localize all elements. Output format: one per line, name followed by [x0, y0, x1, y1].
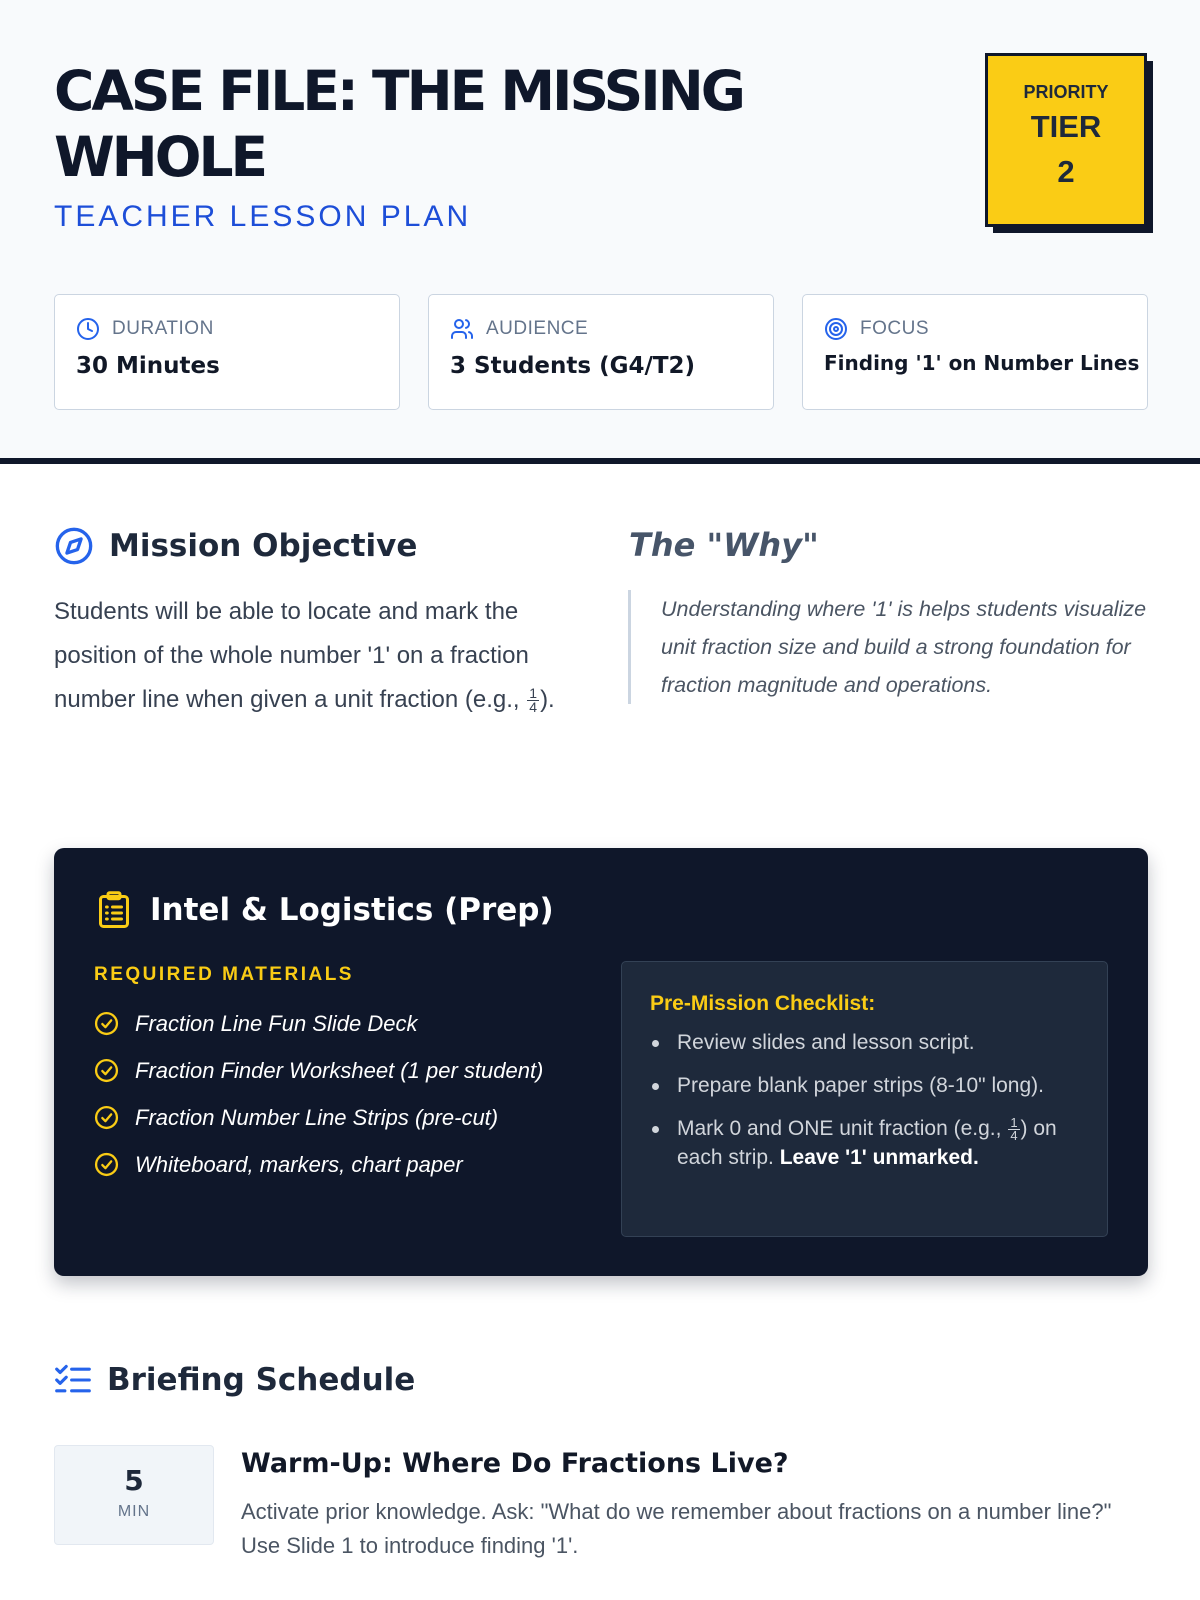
checklist-title: Pre-Mission Checklist: — [650, 992, 876, 1015]
checklist-text-part: Mark 0 and ONE unit fraction (e.g., — [677, 1117, 1008, 1140]
checklist-emphasis: Leave '1' unmarked. — [779, 1146, 979, 1169]
list-item — [94, 1047, 543, 1094]
material-text: Fraction Number Line Strips (pre-cut) — [135, 1104, 499, 1130]
materials-label: REQUIRED MATERIALS — [94, 964, 354, 985]
checklist-item: Prepare blank paper strips (8-10" long). — [650, 1071, 1090, 1100]
intel-heading — [96, 890, 554, 930]
checklist-text-part: ) on each strip. — [677, 1117, 1057, 1169]
stat-label: AUDIENCE — [486, 318, 589, 339]
header — [0, 0, 1200, 464]
priority-tier-label: TIER — [1030, 109, 1102, 144]
stat-value: Finding '1' on Number Lines — [824, 351, 1140, 375]
intel-logistics-panel — [54, 848, 1148, 1276]
mission-text-part: Students will be able to locate and mark the position of the whole number '1' on a fraction number line when given a unit fraction (e.g., — [54, 598, 529, 713]
stat-label: DURATION — [112, 318, 214, 339]
why-text: Understanding where '1' is helps students visualize unit fraction size and build a strong foundation for fraction magnitude and operations. — [628, 590, 1148, 704]
priority-tier-value: 2 — [1057, 154, 1075, 189]
fraction-denominator: 4 — [529, 699, 538, 716]
duration-badge — [54, 1445, 214, 1545]
compass-icon — [54, 526, 94, 566]
materials-list — [94, 1000, 543, 1188]
checklist-item — [650, 1114, 1090, 1172]
step-description: Activate prior knowledge. Ask: "What do we remember about fractions on a number line?" Use Slide 1 to introduce finding '1'. — [241, 1499, 1112, 1558]
step-title: Warm-Up: Where Do Fractions Live? — [241, 1448, 789, 1479]
stat-label: FOCUS — [860, 318, 929, 339]
duration-unit: MIN — [117, 1503, 151, 1520]
mission-objective-text — [54, 590, 574, 722]
mission-text-part: ). — [540, 686, 555, 713]
material-text: Whiteboard, markers, chart paper — [135, 1151, 463, 1177]
material-text: Fraction Line Fun Slide Deck — [135, 1010, 418, 1036]
checklist-items — [650, 1028, 1090, 1186]
check-circle-icon — [94, 1011, 119, 1036]
material-text: Fraction Finder Worksheet (1 per student) — [135, 1057, 544, 1083]
stat-card-duration — [54, 294, 400, 410]
mission-objective-heading — [54, 526, 417, 566]
stat-value: 3 Students (G4/T2) — [450, 353, 696, 379]
pre-mission-checklist — [621, 961, 1108, 1237]
fraction — [1008, 1114, 1019, 1143]
priority-badge — [985, 53, 1147, 227]
stat-card-audience — [428, 294, 774, 410]
clock-icon — [76, 317, 100, 341]
stat-value: 30 Minutes — [76, 353, 220, 379]
duration-minutes: 5 — [124, 1464, 144, 1497]
clipboard-icon — [96, 890, 132, 930]
fraction-denominator: 4 — [1010, 1127, 1018, 1143]
fraction-numerator: 1 — [1010, 1114, 1018, 1130]
list-checks-icon — [54, 1363, 92, 1397]
priority-label: PRIORITY — [1023, 82, 1109, 102]
check-circle-icon — [94, 1058, 119, 1083]
list-item — [94, 1141, 543, 1188]
fraction — [527, 687, 539, 714]
page-title: CASE FILE: THE MISSING WHOLE — [54, 59, 743, 189]
mission-objective-title: Mission Objective — [109, 528, 418, 564]
page-subtitle: TEACHER LESSON PLAN — [54, 200, 472, 233]
target-icon — [824, 317, 848, 341]
check-circle-icon — [94, 1152, 119, 1177]
list-item — [94, 1000, 543, 1047]
checklist-item: Review slides and lesson script. — [650, 1028, 1090, 1057]
users-icon — [450, 317, 474, 341]
briefing-title: Briefing Schedule — [107, 1362, 416, 1398]
intel-title: Intel & Logistics (Prep) — [150, 892, 554, 928]
why-title: The "Why" — [629, 526, 819, 564]
list-item — [94, 1094, 543, 1141]
check-circle-icon — [94, 1105, 119, 1130]
briefing-heading — [54, 1362, 415, 1398]
fraction-numerator: 1 — [529, 685, 538, 702]
stat-card-focus — [802, 294, 1148, 410]
